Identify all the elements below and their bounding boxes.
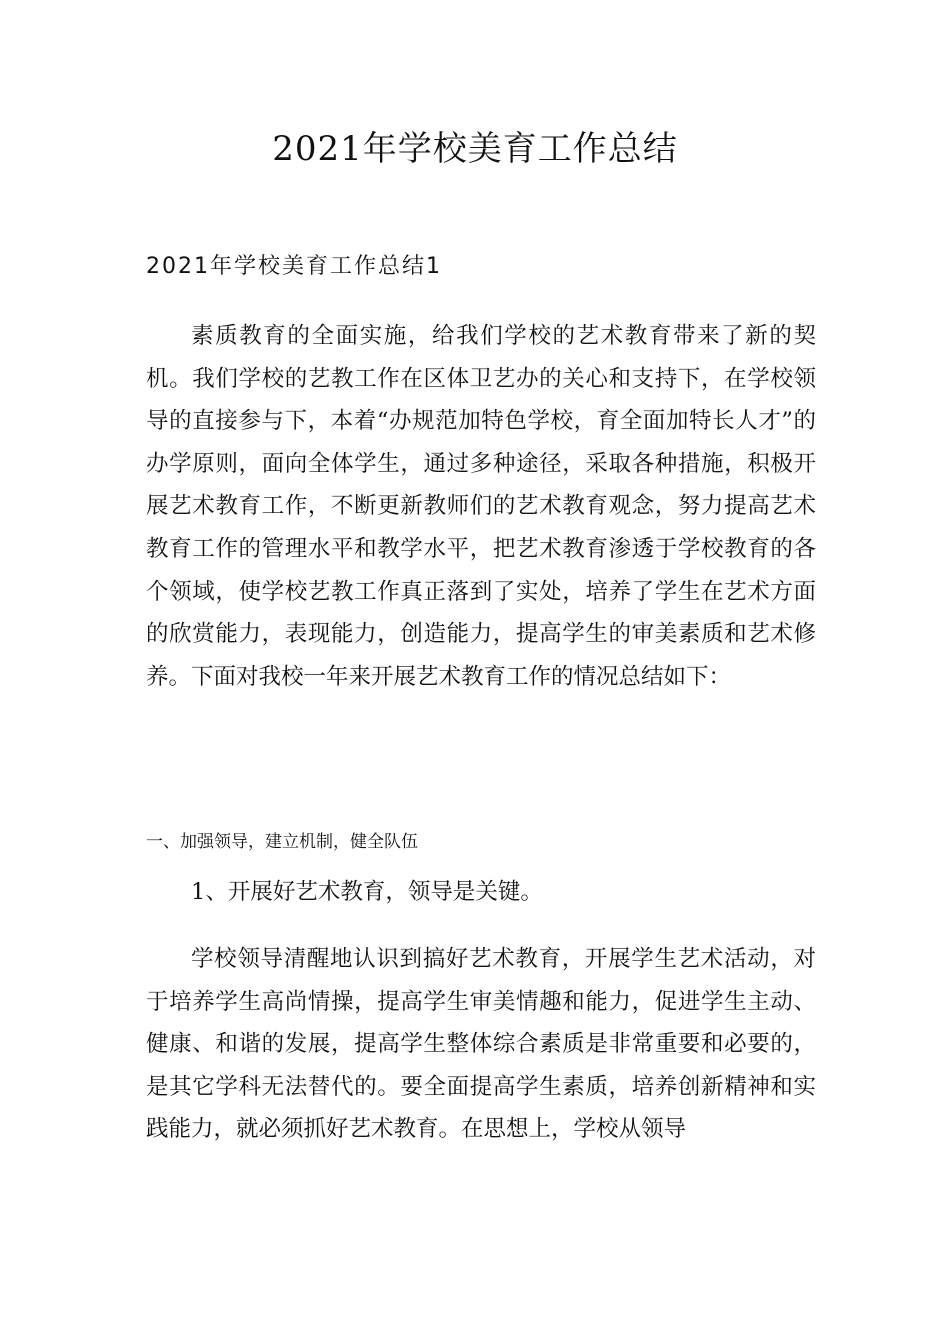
document-title: 2021年学校美育工作总结 <box>272 129 678 169</box>
body-paragraph-2: 学校领导清醒地认识到搞好艺术教育，开展学生艺术活动，对于培养学生高尚情操，提高学生审美情趣和能力，促进学生主动、健康、和谐的发展，提高学生整体综合素质是非常重要和必要的，是其它学科无法替代的。要全面提高学生素质，培养创新精神和实践能力，就必须抓好艺术教育。在思想上，学校从领导 <box>146 946 816 1143</box>
subheading-leadership: 一、加强领导，建立机制，健全队伍 <box>146 832 418 852</box>
section-heading: 2021年学校美育工作总结1 <box>146 254 442 279</box>
body-paragraph-1: 素质教育的全面实施，给我们学校的艺术教育带来了新的契机。我们学校的艺教工作在区体卫艺办的关心和支持下，在学校领导的直接参与下，本着“办规范加特色学校，育全面加特长人才”的办学原则，面向全体学生，通过多种途径，采取各种措施，积极开展艺术教育工作，不断更新教师们的艺术教育观念，努力提高艺术教育工作的管理水平和教学水平，把艺术教育渗透于学校教育的各个领域，使学校艺教工作真正落到了实处，培养了学生在艺术方面的欣赏能力，表现能力，创造能力，提高学生的审美素质和艺术修养。下面对我校一年来开展艺术教育工作的情况总结如下： <box>146 323 816 690</box>
numbered-item-1: 1、开展好艺术教育，领导是关键。 <box>191 879 543 905</box>
